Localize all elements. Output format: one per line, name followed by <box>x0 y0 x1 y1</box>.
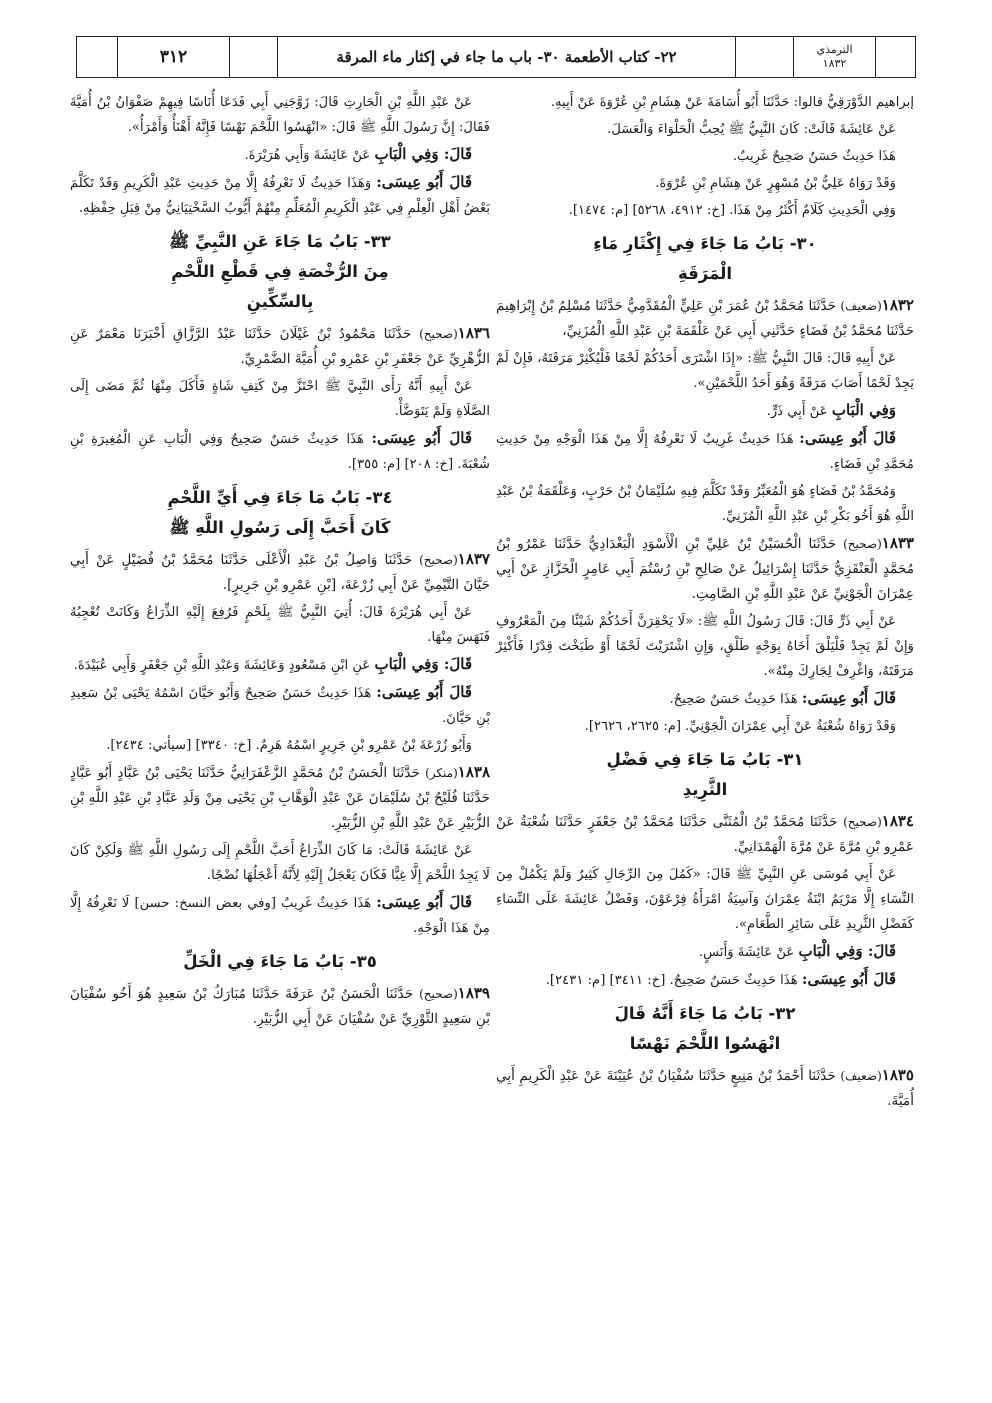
hadith-grade: (منكر) <box>425 766 458 780</box>
hadith-number: ١٨٣٨ <box>457 763 491 781</box>
abu-isa-comment <box>70 426 490 477</box>
hadith-1838 <box>70 760 490 836</box>
abu-isa-text: وَهَذَا حَدِيثٌ لَا نَعْرِفُهُ إِلَّا مِنْ حَدِيثِ عَبْدِ الْكَرِيمِ وَقَدْ تَكَلَّمَ بَعْضُ أَهْلِ الْعِلْمِ فِي عَبْدِ الْكَرِيمِ الْمُعَلِّمِ مِنْهُمْ أَيُّوبُ السَّخْتِيَانِيُّ مِنْ قِبَلِ حِفْظِهِ. <box>70 176 490 216</box>
chapter-title-30 <box>496 229 914 289</box>
abu-isa-comment <box>70 170 490 221</box>
fil-bab-label: قَالَ: وَفِي الْبَابِ <box>374 145 472 163</box>
fil-bab-label: قَالَ: وَفِي الْبَابِ <box>798 942 896 960</box>
paragraph: إبراهيم الدَّوْرَقِيُّ قالوا: حَدَّثَنَا أَبُو أُسَامَةَ عَنْ هِشَامِ بْنِ عُرْوَةَ عَنْ أَبِيهِ. <box>550 95 914 110</box>
abu-isa-text: هَذَا حَدِيثٌ حَسَنٌ صَحِيحٌ وَأَبُو حَيَّانَ اسْمُهُ يَحْيَى بْنُ سَعِيدِ بْنِ حَيَّانَ. <box>70 686 490 726</box>
chapter-title-line: ٣٤- بَابُ مَا جَاءَ فِي أَيِّ اللَّحْمِ <box>167 488 393 507</box>
hadith-grade: (صحيح) <box>419 553 458 567</box>
fil-bab-label: قَالَ: وَفِي الْبَابِ <box>374 655 472 673</box>
fil-bab <box>496 398 914 424</box>
chapter-title-line: مِنَ الرُّخْصَةِ فِي قَطْعِ اللَّحْمِ <box>171 262 389 281</box>
matn: عَنْ عَائِشَةَ قَالَتْ: مَا كَانَ الذِّرَاعُ أَحَبَّ اللَّحْمِ إِلَى رَسُولِ اللَّهِ ﷺ وَلَكِنْ كَانَ لَا يَجِدُ اللَّحْمَ إِلَّا غِبًّا فَكَانَ يَعْجَلُ إِلَيْهِ لِأَنَّهُ أَعْجَلُهَا نُضْجًا. <box>70 843 490 883</box>
fil-bab-label: وَفِي الْبَابِ <box>831 401 896 419</box>
abu-isa-label: قَالَ أَبُو عِيسَى: <box>371 429 472 447</box>
hadith-1835 <box>496 1063 914 1114</box>
header-cell-blank <box>229 37 277 77</box>
matn: عَنْ أَبِي ذَرٍّ قَالَ: قَالَ رَسُولُ اللَّهِ ﷺ: «لَا يَحْقِرَنَّ أَحَدُكُمْ شَيْئًا مِنَ الْمَعْرُوفِ وَإِنْ لَمْ يَجِدْ فَلْيَلْقَ أَخَاهُ بِوَجْهٍ طَلْقٍ، وَإِنِ اشْتَرَيْتَ لَحْمًا أَوْ طَبَخْتَ قِدْرًا فَأَكْثِرْ مَرَقَتَهُ، وَاغْرِفْ لِجَارِكَ مِنْهُ». <box>496 614 914 679</box>
hadith-isnad: حَدَّثَنَا وَاصِلُ بْنُ عَبْدِ الْأَعْلَى حَدَّثَنَا مُحَمَّدُ بْنُ فُضَيْلٍ عَنْ أَبِي حَيَّانَ التَّيْمِيِّ عَنْ أَبِي زُرْعَةَ، [بْنِ عَمْرِو بْنِ جَرِيرٍ]. <box>70 552 490 593</box>
paragraph: هَذَا حَدِيثٌ حَسَنٌ صَحِيحٌ غَرِيبٌ. <box>732 149 896 164</box>
paragraph: وَفِي الْحَدِيثِ كَلَامٌ أَكْثَرُ مِنْ هَذَا. [خ: ٤٩١٢، ٥٢٦٨] [م: ١٤٧٤]. <box>568 203 896 218</box>
right-column <box>496 90 914 1116</box>
abu-isa-text: هَذَا حَدِيثٌ غَرِيبٌ [وفي بعض النسخ: حسن] لَا نَعْرِفُهُ إِلَّا مِنْ هَذَا الْوَجْهِ. <box>70 896 490 936</box>
hadith-1834 <box>496 809 914 860</box>
paragraph: وَقَدْ رَوَاهُ عَلِيُّ بْنُ مُسْهِرٍ عَنْ هِشَامِ بْنِ عُرْوَةَ. <box>655 176 896 191</box>
hadith-isnad: حَدَّثَنَا الْحَسَنُ بْنُ مُحَمَّدٍ الزَّعْفَرَانِيُّ حَدَّثَنَا يَحْيَى بْنُ عَبَّادٍ أَبُو عَبَّادٍ حَدَّثَنَا فُلَيْحُ بْنُ سُلَيْمَانَ عَنْ عَبْدِ الْوَهَّابِ بْنِ يَحْيَى مِنْ وَلَدِ عَبَّادِ بْنِ عَبْدِ اللَّهِ بْنِ الزُّبَيْرِ عَنْ عَبْدِ اللَّهِ بْنِ الزُّبَيْرِ. <box>70 765 490 831</box>
hadith-grade: (ضعيف) <box>840 299 882 313</box>
hadith-isnad: حَدَّثَنَا مَحْمُودُ بْنُ غَيْلَانَ حَدَّثَنَا عَبْدُ الرَّزَّاقِ أَخْبَرَنَا مَعْمَرٌ عَنِ الزُّهْرِيِّ عَنْ جَعْفَرِ بْنِ عَمْرِو بْنِ أُمَيَّةَ الضَّمْرِيِّ. <box>70 326 490 367</box>
chapter-title-31 <box>496 745 914 805</box>
hadith-number: ١٨٣٢ <box>881 296 914 314</box>
chapter-title-32 <box>496 999 914 1059</box>
book-name: الترمذي <box>816 43 853 56</box>
abu-isa-comment <box>70 890 490 941</box>
fil-bab <box>496 939 914 965</box>
abu-isa-comment <box>70 680 490 731</box>
abu-isa-label: قَالَ أَبُو عِيسَى: <box>801 689 896 707</box>
abu-isa-label: قَالَ أَبُو عِيسَى: <box>799 429 897 447</box>
fil-bab-text: عَنْ عَائِشَةَ وَأَنَسٍ. <box>698 945 795 960</box>
hadith-1833 <box>496 531 914 607</box>
abu-isa-comment <box>496 426 914 477</box>
chapter-title-line: ٣١- بَابُ مَا جَاءَ فِي فَضْلِ <box>606 750 804 769</box>
running-header <box>76 36 916 78</box>
hadith-number: ١٨٣٥ <box>881 1066 914 1084</box>
chapter-title-34 <box>70 483 490 543</box>
chapter-title-line: ٣٠- بَابُ مَا جَاءَ فِي إِكْثَارِ مَاءِ <box>593 234 817 253</box>
hadith-1837 <box>70 547 490 598</box>
chapter-title-line: بِالسِّكِّينِ <box>246 292 314 311</box>
abu-isa-comment <box>496 686 914 712</box>
chapter-title-line: كَانَ أَحَبَّ إِلَى رَسُولِ اللَّهِ ﷺ <box>169 518 391 537</box>
abu-isa-text: هَذَا حَدِيثٌ حَسَنٌ صَحِيحٌ وَفِي الْبَابِ عَنِ الْمُغِيرَةِ بْنِ شُعْبَةَ. [خ: ٢٠٨] [م: ٣٥٥]. <box>70 432 490 472</box>
hadith-number: ١٨٣٩ <box>457 984 490 1002</box>
hadith-1839 <box>70 981 490 1032</box>
fil-bab-text: عَنِ ابْنِ مَسْعُودٍ وَعَائِشَةَ وَعَبْدِ اللَّهِ بْنِ جَعْفَرٍ وَأَبِي عُبَيْدَةَ. <box>73 658 371 673</box>
abu-isa-text: هَذَا حَدِيثٌ حَسَنٌ صَحِيحٌ. [خ: ٣٤١١] [م: ٢٤٣١]. <box>545 973 798 988</box>
hadith-range: ١٨٣٢ <box>822 57 847 70</box>
paragraph: وَقَدْ رَوَاهُ شُعْبَةُ عَنْ أَبِي عِمْرَانَ الْجَوْنِيِّ. [م: ٢٦٢٥، ٢٦٢٦]. <box>584 719 896 734</box>
matn: عَنْ أَبِي مُوسَى عَنِ النَّبِيِّ ﷺ قَالَ: «كَمُلَ مِنَ الرِّجَالِ كَثِيرٌ وَلَمْ يَكْمُلْ مِنَ النِّسَاءِ إِلَّا مَرْيَمُ ابْنَةُ عِمْرَانَ وَآسِيَةُ امْرَأَةُ فِرْعَوْنَ، وَفَضْلُ عَائِشَةَ عَلَى النِّسَاءِ كَفَضْلِ الثَّرِيدِ عَلَى سَائِرِ الطَّعَامِ». <box>496 867 914 932</box>
fil-bab-text: عَنْ عَائِشَةَ وَأَبِي هُرَيْرَةَ. <box>244 148 371 163</box>
hadith-number: ١٨٣٧ <box>457 550 490 568</box>
chapter-title-35 <box>70 947 490 977</box>
abu-isa-text: هَذَا حَدِيثٌ غَرِيبٌ لَا نَعْرِفُهُ إِلَّا مِنْ هَذَا الْوَجْهِ مِنْ حَدِيثِ مُحَمَّدِ بْنِ فَضَاءٍ. <box>496 432 914 472</box>
header-cell-blank <box>875 37 915 77</box>
header-book-cell <box>793 37 875 77</box>
matn: عَنْ عَائِشَةَ قَالَتْ: كَانَ النَّبِيُّ ﷺ يُحِبُّ الْحَلْوَاءَ وَالْعَسَلَ. <box>607 122 896 137</box>
abu-isa-label: قَالَ أَبُو عِيسَى: <box>376 893 473 911</box>
hadith-grade: (صحيح) <box>843 537 882 551</box>
fil-bab <box>70 142 490 168</box>
hadith-isnad: حَدَّثَنَا مُحَمَّدُ بْنُ عُمَرَ بْنِ عَلِيٍّ الْمُقَدَّمِيُّ حَدَّثَنَا مُسْلِمُ بْنُ إِبْرَاهِيمَ حَدَّثَنَا مُحَمَّدُ بْنُ فَضَاءٍ حَدَّثَنِي أَبِي عَنْ عَلْقَمَةَ بْنِ عَبْدِ اللَّهِ الْمُزَنِيِّ، <box>496 298 914 339</box>
header-cell-blank <box>735 37 793 77</box>
hadith-grade: (صحيح) <box>419 327 458 341</box>
chapter-title-line: ٣٣- بَابُ مَا جَاءَ عَنِ النَّبِيِّ ﷺ <box>169 232 391 251</box>
matn: عَنْ أَبِيهِ قَالَ: قَالَ النَّبِيُّ ﷺ: «إِذَا اشْتَرَى أَحَدُكُمْ لَحْمًا فَلْيُكْثِرْ مَرَقَتَهُ، فَإِنْ لَمْ يَجِدْ لَحْمًا أَصَابَ مَرَقَةً وَهُوَ أَحَدُ اللَّحْمَيْنِ». <box>496 351 914 391</box>
hadith-isnad: حَدَّثَنَا أَحْمَدُ بْنُ مَنِيعٍ حَدَّثَنَا سُفْيَانُ بْنُ عُيَيْنَةَ عَنْ عَبْدِ الْكَرِيمِ أَبِي أُمَيَّةَ. <box>496 1068 914 1109</box>
abu-isa-label: قَالَ أَبُو عِيسَى: <box>801 970 896 988</box>
header-title: ٢٢- كتاب الأطعمة ٣٠- باب ما جاء في إكثار ماء المرقة <box>277 37 735 77</box>
hadith-isnad: حَدَّثَنَا الْحُسَيْنُ بْنُ عَلِيِّ بْنِ الْأَسْوَدِ الْبَغْدَادِيُّ حَدَّثَنَا عَمْرُو بْنُ مُحَمَّدٍ الْعَنْقَزِيُّ حَدَّثَنَا إِسْرَائِيلُ عَنْ صَالِحِ بْنِ رُسْتُمَ أَبِي عَامِرٍ الْخَزَّازِ عَنْ أَبِي عِمْرَانَ الْجَوْنِيِّ عَنْ عَبْدِ اللَّهِ بْنِ الصَّامِتِ. <box>496 536 914 602</box>
fil-bab <box>70 652 490 678</box>
hadith-1836 <box>70 321 490 372</box>
page-number: ٣١٢ <box>117 37 229 77</box>
hadith-grade: (صحيح) <box>843 815 882 829</box>
hadith-isnad: حَدَّثَنَا الْحَسَنُ بْنُ عَرَفَةَ حَدَّثَنَا مُبَارَكُ بْنُ سَعِيدٍ هُوَ أَخُو سُفْيَانَ بْنِ سَعِيدٍ الثَّوْرِيِّ عَنْ سُفْيَانَ عَنْ أَبِي الزُّبَيْرِ. <box>70 986 490 1027</box>
chapter-title-line: الْمَرَقَةِ <box>678 264 732 283</box>
chapter-title-line: ٣٢- بَابُ مَا جَاءَ أَنَّهُ قَالَ <box>614 1004 796 1023</box>
paragraph: وَأَبُو زُرْعَةَ بْنُ عَمْرِو بْنِ جَرِيرٍ اسْمُهُ هَرِمٌ. [خ: ٣٣٤٠] [سيأتي: ٢٤٣٤]. <box>106 738 472 753</box>
hadith-number: ١٨٣٣ <box>881 534 914 552</box>
chapter-title-line: ٣٥- بَابُ مَا جَاءَ فِي الْخَلِّ <box>183 952 377 971</box>
hadith-number: ١٨٣٦ <box>457 324 490 342</box>
hadith-1832 <box>496 293 914 344</box>
matn: عَنْ أَبِي هُرَيْرَةَ قَالَ: أُتِيَ النَّبِيُّ ﷺ بِلَحْمٍ فَرُفِعَ إِلَيْهِ الذِّرَاعُ وَكَانَتْ تُعْجِبُهُ فَنَهَسَ مِنْهَا. <box>70 605 490 645</box>
hadith-grade: (ضعيف) <box>840 1069 882 1083</box>
header-cell-blank <box>77 37 117 77</box>
hadith-isnad: حَدَّثَنَا مُحَمَّدُ بْنُ الْمُثَنَّى حَدَّثَنَا مُحَمَّدُ بْنُ جَعْفَرٍ حَدَّثَنَا شُعْبَةُ عَنْ عَمْرِو بْنِ مُرَّةَ عَنْ مُرَّةَ الْهَمْدَانِيِّ. <box>496 814 914 855</box>
abu-isa-label: قَالَ أَبُو عِيسَى: <box>376 683 472 701</box>
matn: عَنْ أَبِيهِ أَنَّهُ رَأَى النَّبِيَّ ﷺ احْتَزَّ مِنْ كَتِفِ شَاةٍ فَأَكَلَ مِنْهَا ثُمَّ مَضَى إِلَى الصَّلَاةِ وَلَمْ يَتَوَضَّأْ. <box>70 379 490 419</box>
abu-isa-comment <box>496 967 914 993</box>
chapter-title-33 <box>70 227 490 317</box>
abu-isa-label: قَالَ أَبُو عِيسَى: <box>376 173 472 191</box>
hadith-number: ١٨٣٤ <box>881 812 914 830</box>
paragraph: وَمُحَمَّدُ بْنُ فَضَاءٍ هُوَ الْمُعَبِّرُ وَقَدْ تَكَلَّمَ فِيهِ سُلَيْمَانُ بْنُ حَرْبٍ، وَعَلْقَمَةُ بْنُ عَبْدِ اللَّهِ هُوَ أَخُو بَكْرِ بْنِ عَبْدِ اللَّهِ الْمُزَنِيِّ. <box>496 484 914 524</box>
chapter-title-line: انْهَسُوا اللَّحْمَ نَهْسًا <box>629 1034 781 1053</box>
abu-isa-text: هَذَا حَدِيثٌ حَسَنٌ صَحِيحٌ. <box>669 692 798 707</box>
chapter-title-line: الثَّرِيدِ <box>682 780 728 799</box>
fil-bab-text: عَنْ أَبِي ذَرٍّ. <box>766 404 828 419</box>
hadith-grade: (صحيح) <box>419 987 458 1001</box>
matn: عَنْ عَبْدِ اللَّهِ بْنِ الْحَارِثِ قَالَ: زَوَّجَنِي أَبِي فَدَعَا أُنَاسًا فِيهِمْ صَفْوَانُ بْنُ أُمَيَّةَ فَقَالَ: إِنَّ رَسُولَ اللَّهِ ﷺ قَالَ: «انْهَسُوا اللَّحْمَ نَهْسًا فَإِنَّهُ أَهْنَأُ وَأَمْرَأُ». <box>70 95 490 135</box>
left-column <box>70 90 490 1034</box>
